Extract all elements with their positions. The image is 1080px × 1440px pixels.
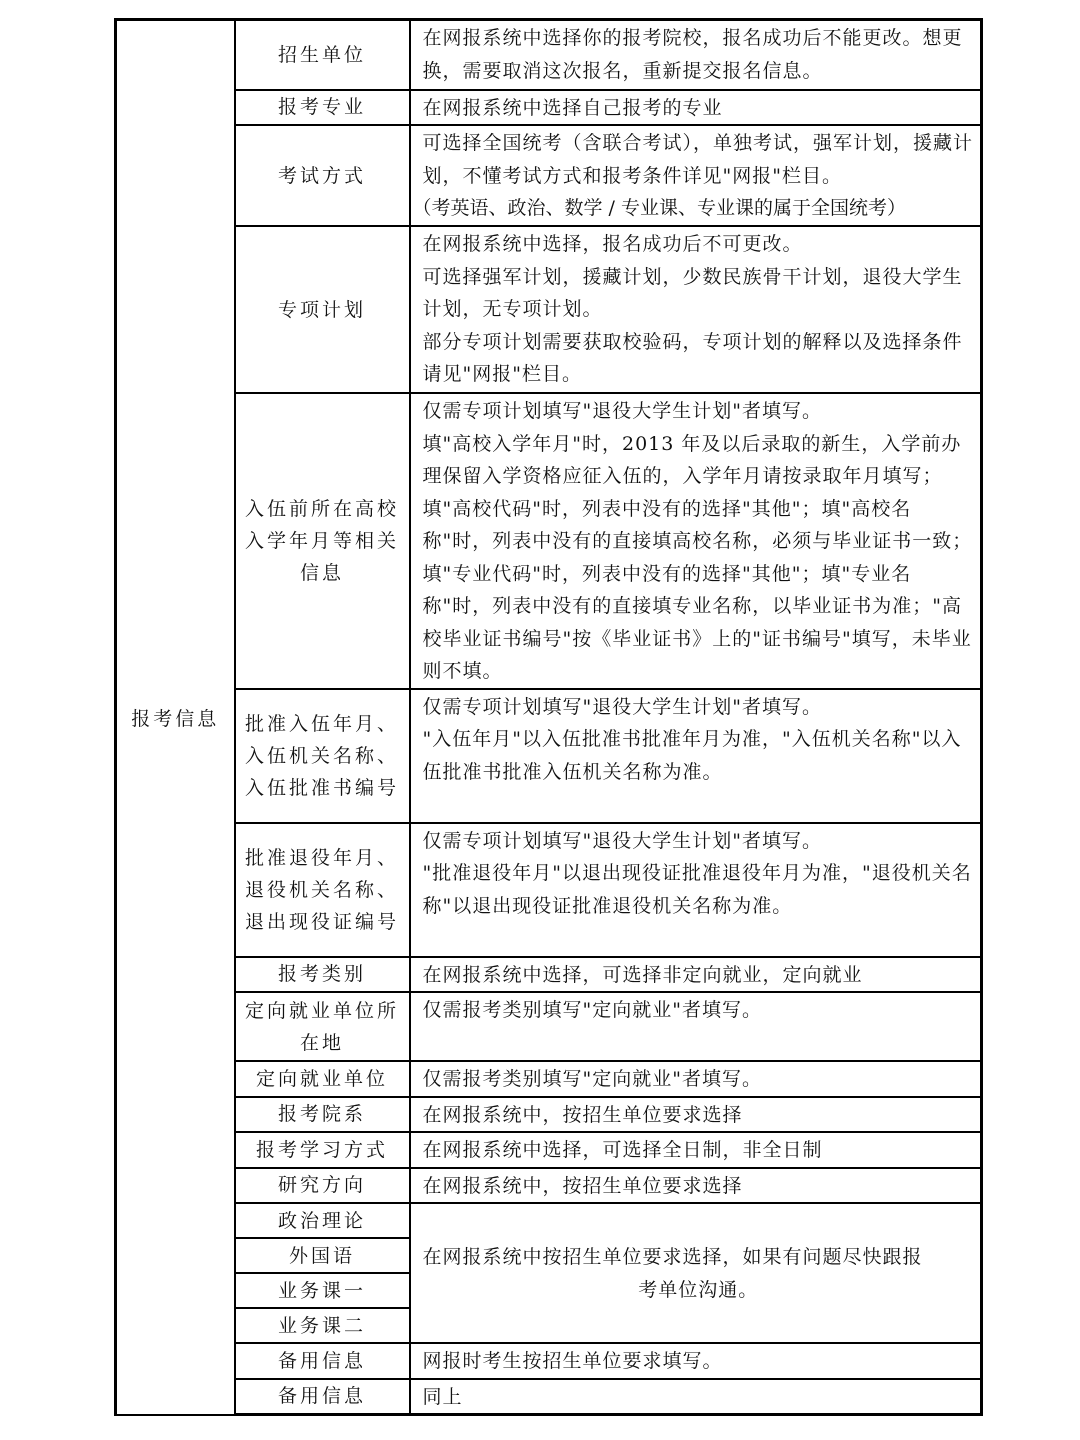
row-desc: 在网报系统中，按招生单位要求选择 xyxy=(410,1168,982,1204)
row-desc: 在网报系统中选择你的报考院校，报名成功后不能更改。想更换，需要取消这次报名，重新提交报名信息。 xyxy=(410,20,982,90)
registration-info-table xyxy=(114,18,983,1416)
exam-subject-label: 业务课一 xyxy=(235,1273,410,1308)
row-label: 批准入伍年月、入伍机关名称、入伍批准书编号 xyxy=(235,689,410,823)
table-row xyxy=(116,957,982,993)
section-label: 报考信息 xyxy=(116,20,235,1415)
row-label: 报考专业 xyxy=(235,90,410,126)
row-desc: 仅需报考类别填写"定向就业"者填写。 xyxy=(410,992,982,1061)
row-label: 定向就业单位 xyxy=(235,1061,410,1097)
table-row xyxy=(116,1061,982,1097)
row-label: 报考类别 xyxy=(235,957,410,993)
row-label: 报考院系 xyxy=(235,1097,410,1133)
table-row xyxy=(116,992,982,1061)
table-row xyxy=(116,393,982,689)
row-desc: 可选择全国统考（含联合考试），单独考试，强军计划，援藏计划，不懂考试方式和报考条件详见"网报"栏目。 （考英语、政治、数学 / 专业课、专业课的属于全国统考） xyxy=(410,125,982,226)
row-label: 定向就业单位所在地 xyxy=(235,992,410,1061)
table-row xyxy=(116,20,982,90)
table-row xyxy=(116,823,982,957)
row-desc: 仅需专项计划填写"退役大学生计划"者填写。 填"高校入学年月"时，2013 年及以后录取的新生，入学前办理保留入学资格应征入伍的，入学年月请按录取年月填写；填"高校代码"时，列表中没有的选择"其他"；填"高校名称"时，列表中没有的直接填高校名称，必须与毕业证书一致；填"专业代码"时，列表中没有的选择"其他"；填"专业名称"时，列表中没有的直接填专业名称，以毕业证书为准；"高校毕业证书编号"按《毕业证书》上的"证书编号"填写，未毕业则不填。 xyxy=(410,393,982,689)
table-row xyxy=(116,1097,982,1133)
row-desc: 在网报系统中选择，可选择全日制，非全日制 xyxy=(410,1132,982,1168)
table-row xyxy=(116,1343,982,1379)
table-row xyxy=(116,689,982,823)
row-label: 考试方式 xyxy=(235,125,410,226)
row-label: 批准退役年月、退役机关名称、退出现役证编号 xyxy=(235,823,410,957)
exam-subject-label: 外国语 xyxy=(235,1238,410,1273)
exam-subjects-desc: 在网报系统中按招生单位要求选择，如果有问题尽快跟报 考单位沟通。 xyxy=(410,1203,982,1343)
row-label: 研究方向 xyxy=(235,1168,410,1204)
exam-subject-label: 政治理论 xyxy=(235,1203,410,1238)
table-row xyxy=(116,226,982,393)
row-desc: 仅需报考类别填写"定向就业"者填写。 xyxy=(410,1061,982,1097)
row-desc: 仅需专项计划填写"退役大学生计划"者填写。 "批准退役年月"以退出现役证批准退役年月为准，"退役机关名称"以退出现役证批准退役机关名称为准。 xyxy=(410,823,982,957)
table-row xyxy=(116,90,982,126)
row-label: 备用信息 xyxy=(235,1379,410,1415)
table-row xyxy=(116,1168,982,1204)
row-desc: 同上 xyxy=(410,1379,982,1415)
table-row xyxy=(116,1132,982,1168)
row-label: 报考学习方式 xyxy=(235,1132,410,1168)
table-row xyxy=(116,125,982,226)
row-desc: 在网报系统中，按招生单位要求选择 xyxy=(410,1097,982,1133)
row-desc: 在网报系统中选择自己报考的专业 xyxy=(410,90,982,126)
row-label: 招生单位 xyxy=(235,20,410,90)
row-desc: 仅需专项计划填写"退役大学生计划"者填写。 "入伍年月"以入伍批准书批准年月为准，"入伍机关名称"以入伍批准书批准入伍机关名称为准。 xyxy=(410,689,982,823)
exam-subject-label: 业务课二 xyxy=(235,1308,410,1343)
row-desc: 网报时考生按招生单位要求填写。 xyxy=(410,1343,982,1379)
row-label: 专项计划 xyxy=(235,226,410,393)
row-label: 备用信息 xyxy=(235,1343,410,1379)
table-row xyxy=(116,1203,982,1238)
table-row xyxy=(116,1379,982,1415)
row-desc: 在网报系统中选择，报名成功后不可更改。 可选择强军计划，援藏计划，少数民族骨干计划，退役大学生计划，无专项计划。 部分专项计划需要获取校验码，专项计划的解释以及选择条件请见"网报"栏目。 xyxy=(410,226,982,393)
row-label: 入伍前所在高校入学年月等相关信息 xyxy=(235,393,410,689)
row-desc: 在网报系统中选择，可选择非定向就业，定向就业 xyxy=(410,957,982,993)
